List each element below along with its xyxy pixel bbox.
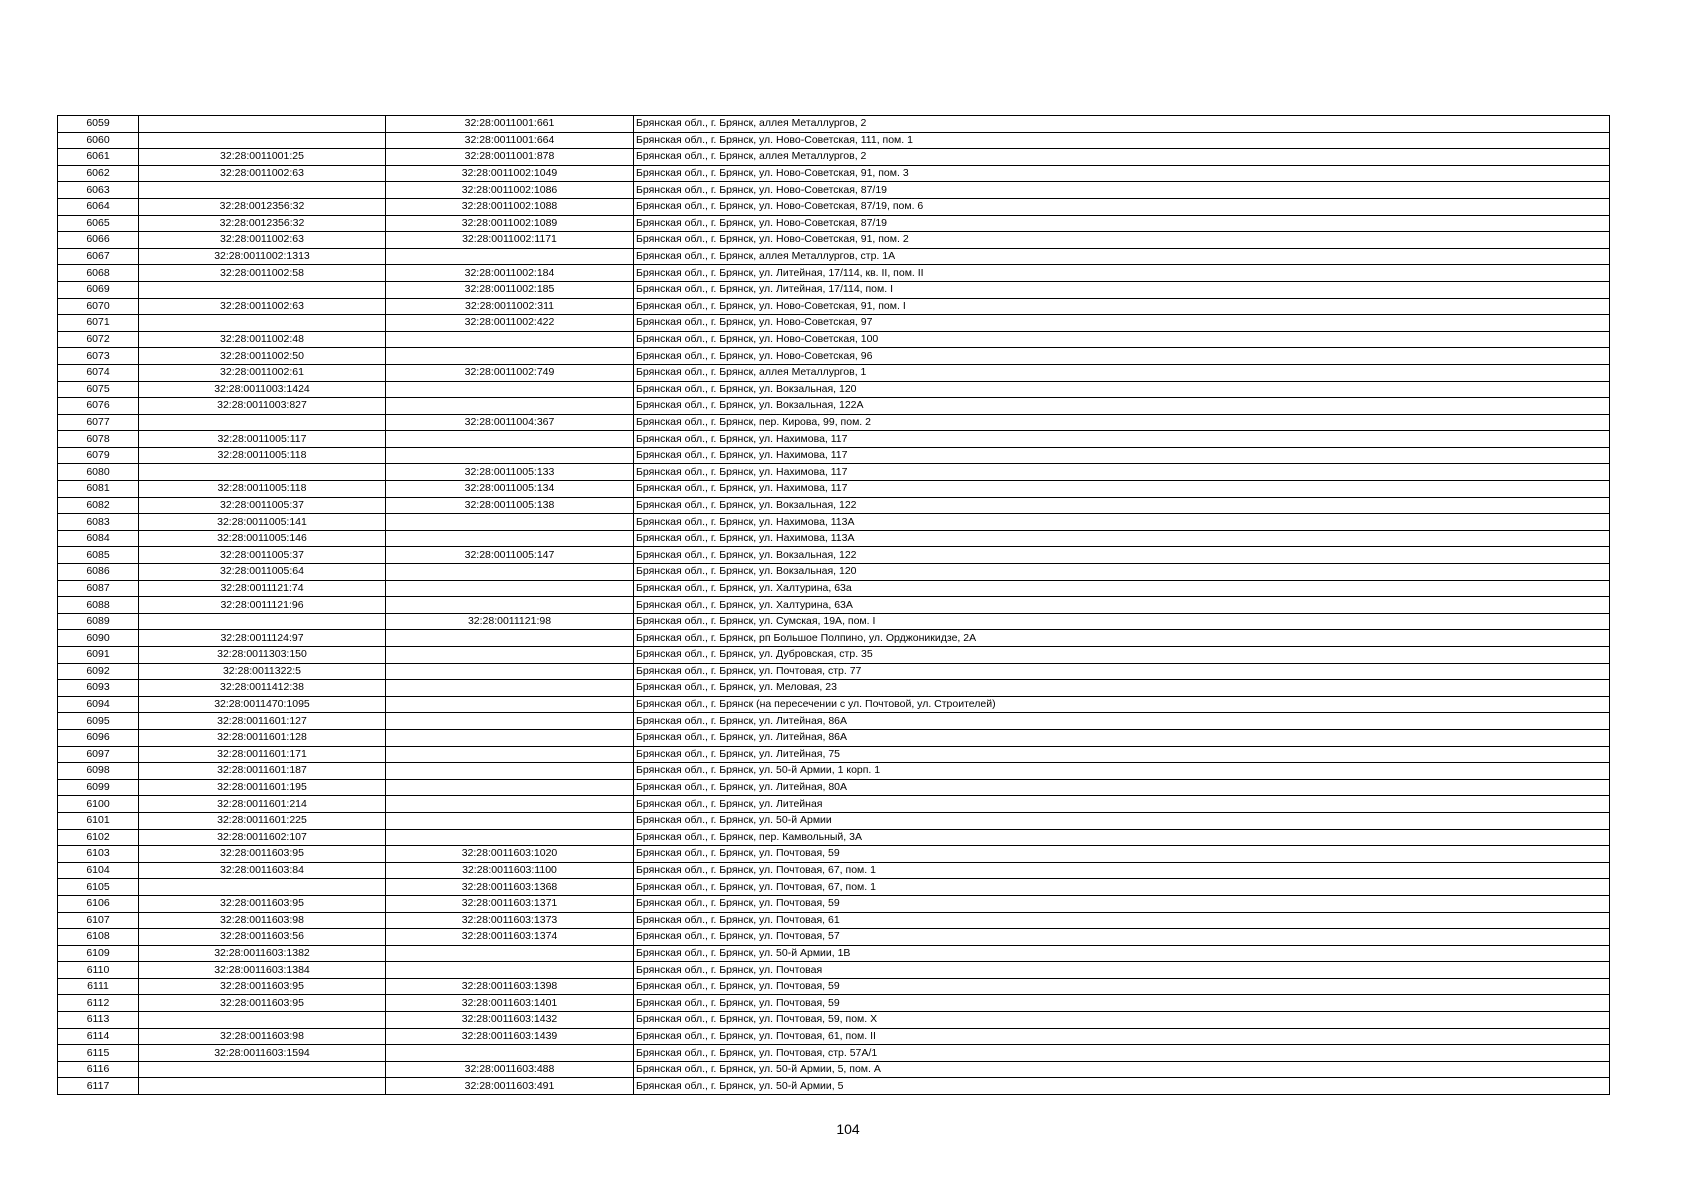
land-parcel-cadastral-cell: 32:28:0011603:98 [139,1028,386,1045]
land-parcel-cadastral-cell: 32:28:0011005:37 [139,497,386,514]
row-number-cell: 6094 [58,696,139,713]
object-cadastral-cell [386,381,634,398]
row-number-cell: 6093 [58,680,139,697]
land-parcel-cadastral-cell: 32:28:0011601:225 [139,812,386,829]
address-cell: Брянская обл., г. Брянск, ул. Почтовая, 59 [634,995,1610,1012]
land-parcel-cadastral-cell: 32:28:0011002:50 [139,348,386,365]
row-number-cell: 6117 [58,1078,139,1095]
object-cadastral-cell [386,447,634,464]
land-parcel-cadastral-cell: 32:28:0011005:141 [139,514,386,531]
table-row [58,298,1610,315]
object-cadastral-cell [386,580,634,597]
table-row [58,945,1610,962]
object-cadastral-cell [386,564,634,581]
land-parcel-cadastral-cell: 32:28:0011601:128 [139,729,386,746]
object-cadastral-cell [386,763,634,780]
address-cell: Брянская обл., г. Брянск, аллея Металлургов, 2 [634,116,1610,133]
land-parcel-cadastral-cell [139,414,386,431]
land-parcel-cadastral-cell: 32:28:0011003:827 [139,398,386,415]
table-row [58,829,1610,846]
object-cadastral-cell [386,331,634,348]
land-parcel-cadastral-cell [139,116,386,133]
address-cell: Брянская обл., г. Брянск, ул. Ново-Советская, 87/19, пом. 6 [634,198,1610,215]
object-cadastral-cell [386,746,634,763]
table-row [58,895,1610,912]
row-number-cell: 6079 [58,447,139,464]
object-cadastral-cell: 32:28:0011603:1401 [386,995,634,1012]
land-parcel-cadastral-cell: 32:28:0011322:5 [139,663,386,680]
address-cell: Брянская обл., г. Брянск, аллея Металлургов, стр. 1А [634,248,1610,265]
land-parcel-cadastral-cell: 32:28:0011001:25 [139,149,386,166]
address-cell: Брянская обл., г. Брянск, ул. Почтовая, стр. 57А/1 [634,1045,1610,1062]
object-cadastral-cell: 32:28:0011001:878 [386,149,634,166]
table-row [58,812,1610,829]
land-parcel-cadastral-cell: 32:28:0011002:63 [139,232,386,249]
table-row [58,232,1610,249]
row-number-cell: 6100 [58,796,139,813]
table-row [58,796,1610,813]
row-number-cell: 6089 [58,613,139,630]
object-cadastral-cell: 32:28:0011603:1398 [386,978,634,995]
row-number-cell: 6101 [58,812,139,829]
object-cadastral-cell: 32:28:0011004:367 [386,414,634,431]
object-cadastral-cell: 32:28:0011002:311 [386,298,634,315]
row-number-cell: 6072 [58,331,139,348]
address-cell: Брянская обл., г. Брянск, рп Большое Полпино, ул. Орджоникидзе, 2А [634,630,1610,647]
land-parcel-cadastral-cell [139,315,386,332]
address-cell: Брянская обл., г. Брянск, ул. 50-й Армии, 1В [634,945,1610,962]
object-cadastral-cell: 32:28:0011002:749 [386,364,634,381]
land-parcel-cadastral-cell: 32:28:0011603:95 [139,846,386,863]
land-parcel-cadastral-cell: 32:28:0011601:127 [139,713,386,730]
row-number-cell: 6109 [58,945,139,962]
address-cell: Брянская обл., г. Брянск, ул. Нахимова, 113А [634,530,1610,547]
address-cell: Брянская обл., г. Брянск, ул. Нахимова, 117 [634,464,1610,481]
object-cadastral-cell: 32:28:0011002:422 [386,315,634,332]
land-parcel-cadastral-cell [139,879,386,896]
registry-table [57,115,1610,1095]
land-parcel-cadastral-cell [139,1012,386,1029]
land-parcel-cadastral-cell [139,132,386,149]
land-parcel-cadastral-cell: 32:28:0011005:117 [139,431,386,448]
table-row [58,165,1610,182]
address-cell: Брянская обл., г. Брянск, ул. Почтовая, 59 [634,895,1610,912]
table-row [58,215,1610,232]
object-cadastral-cell: 32:28:0011603:1100 [386,862,634,879]
table-row [58,663,1610,680]
object-cadastral-cell [386,713,634,730]
row-number-cell: 6060 [58,132,139,149]
land-parcel-cadastral-cell: 32:28:0011603:98 [139,912,386,929]
table-row [58,530,1610,547]
object-cadastral-cell [386,945,634,962]
row-number-cell: 6104 [58,862,139,879]
table-row [58,680,1610,697]
land-parcel-cadastral-cell: 32:28:0011603:1594 [139,1045,386,1062]
object-cadastral-cell [386,647,634,664]
address-cell: Брянская обл., г. Брянск, ул. Меловая, 23 [634,680,1610,697]
address-cell: Брянская обл., г. Брянск, ул. Вокзальная, 122 [634,497,1610,514]
land-parcel-cadastral-cell: 32:28:0011603:95 [139,995,386,1012]
object-cadastral-cell [386,729,634,746]
row-number-cell: 6115 [58,1045,139,1062]
row-number-cell: 6074 [58,364,139,381]
address-cell: Брянская обл., г. Брянск, ул. Почтовая, 67, пом. 1 [634,862,1610,879]
land-parcel-cadastral-cell: 32:28:0011602:107 [139,829,386,846]
land-parcel-cadastral-cell: 32:28:0011601:171 [139,746,386,763]
land-parcel-cadastral-cell: 32:28:0012356:32 [139,198,386,215]
row-number-cell: 6107 [58,912,139,929]
address-cell: Брянская обл., г. Брянск, ул. Вокзальная, 122 [634,547,1610,564]
table-row [58,149,1610,166]
address-cell: Брянская обл., г. Брянск, ул. Ново-Советская, 91, пом. I [634,298,1610,315]
row-number-cell: 6065 [58,215,139,232]
address-cell: Брянская обл., г. Брянск, ул. Почтовая, 59, пом. X [634,1012,1610,1029]
table-row [58,580,1610,597]
object-cadastral-cell: 32:28:0011005:133 [386,464,634,481]
address-cell: Брянская обл., г. Брянск, ул. Ново-Советская, 100 [634,331,1610,348]
row-number-cell: 6076 [58,398,139,415]
land-parcel-cadastral-cell: 32:28:0011603:95 [139,978,386,995]
land-parcel-cadastral-cell: 32:28:0011002:48 [139,331,386,348]
object-cadastral-cell [386,398,634,415]
address-cell: Брянская обл., г. Брянск, ул. Литейная, 80А [634,779,1610,796]
row-number-cell: 6114 [58,1028,139,1045]
land-parcel-cadastral-cell: 32:28:0011470:1095 [139,696,386,713]
row-number-cell: 6105 [58,879,139,896]
object-cadastral-cell [386,779,634,796]
row-number-cell: 6098 [58,763,139,780]
land-parcel-cadastral-cell: 32:28:0011002:63 [139,298,386,315]
row-number-cell: 6095 [58,713,139,730]
object-cadastral-cell: 32:28:0011005:134 [386,481,634,498]
address-cell: Брянская обл., г. Брянск (на пересечении с ул. Почтовой, ул. Строителей) [634,696,1610,713]
row-number-cell: 6106 [58,895,139,912]
address-cell: Брянская обл., г. Брянск, ул. Литейная, 17/114, кв. II, пом. II [634,265,1610,282]
address-cell: Брянская обл., г. Брянск, ул. Нахимова, 117 [634,447,1610,464]
land-parcel-cadastral-cell: 32:28:0011124:97 [139,630,386,647]
table-row [58,281,1610,298]
object-cadastral-cell: 32:28:0011001:661 [386,116,634,133]
table-row [58,647,1610,664]
address-cell: Брянская обл., г. Брянск, ул. Почтовая, 59 [634,846,1610,863]
address-cell: Брянская обл., г. Брянск, ул. Нахимова, 113А [634,514,1610,531]
address-cell: Брянская обл., г. Брянск, ул. 50-й Армии, 1 корп. 1 [634,763,1610,780]
address-cell: Брянская обл., г. Брянск, ул. 50-й Армии [634,812,1610,829]
land-parcel-cadastral-cell: 32:28:0012356:32 [139,215,386,232]
object-cadastral-cell [386,248,634,265]
land-parcel-cadastral-cell: 32:28:0011603:1382 [139,945,386,962]
address-cell: Брянская обл., г. Брянск, ул. Вокзальная, 120 [634,381,1610,398]
table-row [58,696,1610,713]
object-cadastral-cell: 32:28:0011002:184 [386,265,634,282]
land-parcel-cadastral-cell: 32:28:0011002:1313 [139,248,386,265]
table-row [58,431,1610,448]
row-number-cell: 6110 [58,962,139,979]
land-parcel-cadastral-cell [139,1061,386,1078]
land-parcel-cadastral-cell: 32:28:0011303:150 [139,647,386,664]
address-cell: Брянская обл., г. Брянск, ул. Нахимова, 117 [634,481,1610,498]
address-cell: Брянская обл., г. Брянск, ул. Вокзальная, 120 [634,564,1610,581]
land-parcel-cadastral-cell: 32:28:0011601:187 [139,763,386,780]
object-cadastral-cell: 32:28:0011603:1432 [386,1012,634,1029]
table-row [58,514,1610,531]
table-row [58,1045,1610,1062]
land-parcel-cadastral-cell: 32:28:0011005:118 [139,481,386,498]
row-number-cell: 6112 [58,995,139,1012]
object-cadastral-cell: 32:28:0011121:98 [386,613,634,630]
table-row [58,846,1610,863]
address-cell: Брянская обл., г. Брянск, ул. Почтовая, 67, пом. 1 [634,879,1610,896]
address-cell: Брянская обл., г. Брянск, ул. Дубровская, стр. 35 [634,647,1610,664]
object-cadastral-cell: 32:28:0011603:1371 [386,895,634,912]
table-row [58,381,1610,398]
address-cell: Брянская обл., г. Брянск, ул. Халтурина, 63А [634,597,1610,614]
object-cadastral-cell [386,812,634,829]
address-cell: Брянская обл., г. Брянск, ул. Нахимова, 117 [634,431,1610,448]
address-cell: Брянская обл., г. Брянск, ул. Литейная, 75 [634,746,1610,763]
table-row [58,630,1610,647]
row-number-cell: 6080 [58,464,139,481]
row-number-cell: 6111 [58,978,139,995]
land-parcel-cadastral-cell: 32:28:0011412:38 [139,680,386,697]
row-number-cell: 6063 [58,182,139,199]
land-parcel-cadastral-cell: 32:28:0011603:84 [139,862,386,879]
object-cadastral-cell: 32:28:0011002:185 [386,281,634,298]
table-row [58,978,1610,995]
table-row [58,132,1610,149]
address-cell: Брянская обл., г. Брянск, ул. Литейная, 86А [634,729,1610,746]
table-row [58,613,1610,630]
row-number-cell: 6061 [58,149,139,166]
row-number-cell: 6075 [58,381,139,398]
object-cadastral-cell [386,680,634,697]
row-number-cell: 6092 [58,663,139,680]
address-cell: Брянская обл., г. Брянск, ул. Ново-Советская, 111, пом. 1 [634,132,1610,149]
land-parcel-cadastral-cell: 32:28:0011003:1424 [139,381,386,398]
table-row [58,962,1610,979]
address-cell: Брянская обл., г. Брянск, ул. Ново-Советская, 91, пом. 3 [634,165,1610,182]
address-cell: Брянская обл., г. Брянск, ул. Почтовая, 61 [634,912,1610,929]
address-cell: Брянская обл., г. Брянск, ул. 50-й Армии, 5, пом. А [634,1061,1610,1078]
address-cell: Брянская обл., г. Брянск, ул. Сумская, 19А, пом. I [634,613,1610,630]
row-number-cell: 6081 [58,481,139,498]
table-row [58,912,1610,929]
table-row [58,398,1610,415]
land-parcel-cadastral-cell: 32:28:0011603:56 [139,929,386,946]
row-number-cell: 6087 [58,580,139,597]
object-cadastral-cell [386,514,634,531]
table-row [58,414,1610,431]
address-cell: Брянская обл., г. Брянск, ул. Ново-Советская, 87/19 [634,215,1610,232]
land-parcel-cadastral-cell: 32:28:0011002:58 [139,265,386,282]
address-cell: Брянская обл., г. Брянск, аллея Металлургов, 1 [634,364,1610,381]
table-row [58,116,1610,133]
address-cell: Брянская обл., г. Брянск, ул. Почтовая, 59 [634,978,1610,995]
land-parcel-cadastral-cell: 32:28:0011005:37 [139,547,386,564]
land-parcel-cadastral-cell: 32:28:0011002:63 [139,165,386,182]
row-number-cell: 6116 [58,1061,139,1078]
object-cadastral-cell: 32:28:0011005:138 [386,497,634,514]
object-cadastral-cell [386,829,634,846]
address-cell: Брянская обл., г. Брянск, ул. Ново-Советская, 97 [634,315,1610,332]
row-number-cell: 6067 [58,248,139,265]
land-parcel-cadastral-cell: 32:28:0011601:195 [139,779,386,796]
object-cadastral-cell: 32:28:0011603:491 [386,1078,634,1095]
object-cadastral-cell [386,597,634,614]
row-number-cell: 6096 [58,729,139,746]
object-cadastral-cell: 32:28:0011603:1020 [386,846,634,863]
row-number-cell: 6108 [58,929,139,946]
row-number-cell: 6068 [58,265,139,282]
table-row [58,995,1610,1012]
table-row [58,597,1610,614]
object-cadastral-cell: 32:28:0011002:1049 [386,165,634,182]
row-number-cell: 6064 [58,198,139,215]
registry-table-body [58,116,1610,1095]
object-cadastral-cell [386,796,634,813]
row-number-cell: 6073 [58,348,139,365]
address-cell: Брянская обл., г. Брянск, ул. Почтовая, 57 [634,929,1610,946]
row-number-cell: 6077 [58,414,139,431]
object-cadastral-cell: 32:28:0011603:488 [386,1061,634,1078]
object-cadastral-cell: 32:28:0011002:1086 [386,182,634,199]
table-row [58,862,1610,879]
land-parcel-cadastral-cell: 32:28:0011121:96 [139,597,386,614]
object-cadastral-cell: 32:28:0011603:1368 [386,879,634,896]
object-cadastral-cell [386,1045,634,1062]
address-cell: Брянская обл., г. Брянск, ул. Литейная, 86А [634,713,1610,730]
table-row [58,182,1610,199]
object-cadastral-cell: 32:28:0011603:1373 [386,912,634,929]
table-row [58,1028,1610,1045]
object-cadastral-cell: 32:28:0011603:1374 [386,929,634,946]
row-number-cell: 6066 [58,232,139,249]
object-cadastral-cell [386,696,634,713]
table-row [58,746,1610,763]
row-number-cell: 6102 [58,829,139,846]
row-number-cell: 6088 [58,597,139,614]
row-number-cell: 6086 [58,564,139,581]
row-number-cell: 6103 [58,846,139,863]
row-number-cell: 6069 [58,281,139,298]
row-number-cell: 6062 [58,165,139,182]
table-row [58,879,1610,896]
object-cadastral-cell [386,962,634,979]
table-row [58,447,1610,464]
land-parcel-cadastral-cell: 32:28:0011603:95 [139,895,386,912]
row-number-cell: 6091 [58,647,139,664]
row-number-cell: 6059 [58,116,139,133]
table-row [58,198,1610,215]
land-parcel-cadastral-cell [139,281,386,298]
table-row [58,713,1610,730]
address-cell: Брянская обл., г. Брянск, ул. Ново-Советская, 91, пом. 2 [634,232,1610,249]
land-parcel-cadastral-cell [139,464,386,481]
table-row [58,265,1610,282]
land-parcel-cadastral-cell [139,182,386,199]
table-row [58,481,1610,498]
land-parcel-cadastral-cell [139,1078,386,1095]
row-number-cell: 6083 [58,514,139,531]
object-cadastral-cell: 32:28:0011603:1439 [386,1028,634,1045]
table-row [58,1061,1610,1078]
row-number-cell: 6070 [58,298,139,315]
object-cadastral-cell [386,630,634,647]
table-row [58,547,1610,564]
row-number-cell: 6090 [58,630,139,647]
table-row [58,763,1610,780]
address-cell: Брянская обл., г. Брянск, ул. Литейная, 17/114, пом. I [634,281,1610,298]
table-row [58,248,1610,265]
row-number-cell: 6078 [58,431,139,448]
object-cadastral-cell: 32:28:0011001:664 [386,132,634,149]
address-cell: Брянская обл., г. Брянск, ул. Почтовая, 61, пом. II [634,1028,1610,1045]
object-cadastral-cell: 32:28:0011002:1171 [386,232,634,249]
table-row [58,364,1610,381]
object-cadastral-cell: 32:28:0011002:1088 [386,198,634,215]
row-number-cell: 6082 [58,497,139,514]
land-parcel-cadastral-cell: 32:28:0011603:1384 [139,962,386,979]
land-parcel-cadastral-cell: 32:28:0011005:64 [139,564,386,581]
table-row [58,929,1610,946]
address-cell: Брянская обл., г. Брянск, ул. Ново-Советская, 96 [634,348,1610,365]
table-row [58,331,1610,348]
row-number-cell: 6071 [58,315,139,332]
table-row [58,779,1610,796]
address-cell: Брянская обл., г. Брянск, ул. Почтовая [634,962,1610,979]
address-cell: Брянская обл., г. Брянск, ул. Халтурина, 63а [634,580,1610,597]
address-cell: Брянская обл., г. Брянск, ул. 50-й Армии, 5 [634,1078,1610,1095]
row-number-cell: 6085 [58,547,139,564]
row-number-cell: 6099 [58,779,139,796]
land-parcel-cadastral-cell: 32:28:0011005:118 [139,447,386,464]
object-cadastral-cell [386,431,634,448]
land-parcel-cadastral-cell: 32:28:0011005:146 [139,530,386,547]
row-number-cell: 6113 [58,1012,139,1029]
table-row [58,348,1610,365]
table-row [58,729,1610,746]
table-row [58,315,1610,332]
land-parcel-cadastral-cell: 32:28:0011002:61 [139,364,386,381]
page-number: 104 [836,1121,860,1137]
address-cell: Брянская обл., г. Брянск, пер. Камвольный, 3А [634,829,1610,846]
land-parcel-cadastral-cell: 32:28:0011121:74 [139,580,386,597]
table-row [58,1012,1610,1029]
address-cell: Брянская обл., г. Брянск, ул. Почтовая, стр. 77 [634,663,1610,680]
object-cadastral-cell [386,663,634,680]
address-cell: Брянская обл., г. Брянск, пер. Кирова, 99, пом. 2 [634,414,1610,431]
table-row [58,1078,1610,1095]
table-row [58,564,1610,581]
object-cadastral-cell: 32:28:0011005:147 [386,547,634,564]
object-cadastral-cell: 32:28:0011002:1089 [386,215,634,232]
land-parcel-cadastral-cell: 32:28:0011601:214 [139,796,386,813]
row-number-cell: 6097 [58,746,139,763]
object-cadastral-cell [386,530,634,547]
row-number-cell: 6084 [58,530,139,547]
table-row [58,497,1610,514]
table-row [58,464,1610,481]
object-cadastral-cell [386,348,634,365]
land-parcel-cadastral-cell [139,613,386,630]
address-cell: Брянская обл., г. Брянск, ул. Ново-Советская, 87/19 [634,182,1610,199]
address-cell: Брянская обл., г. Брянск, аллея Металлургов, 2 [634,149,1610,166]
address-cell: Брянская обл., г. Брянск, ул. Литейная [634,796,1610,813]
address-cell: Брянская обл., г. Брянск, ул. Вокзальная, 122А [634,398,1610,415]
